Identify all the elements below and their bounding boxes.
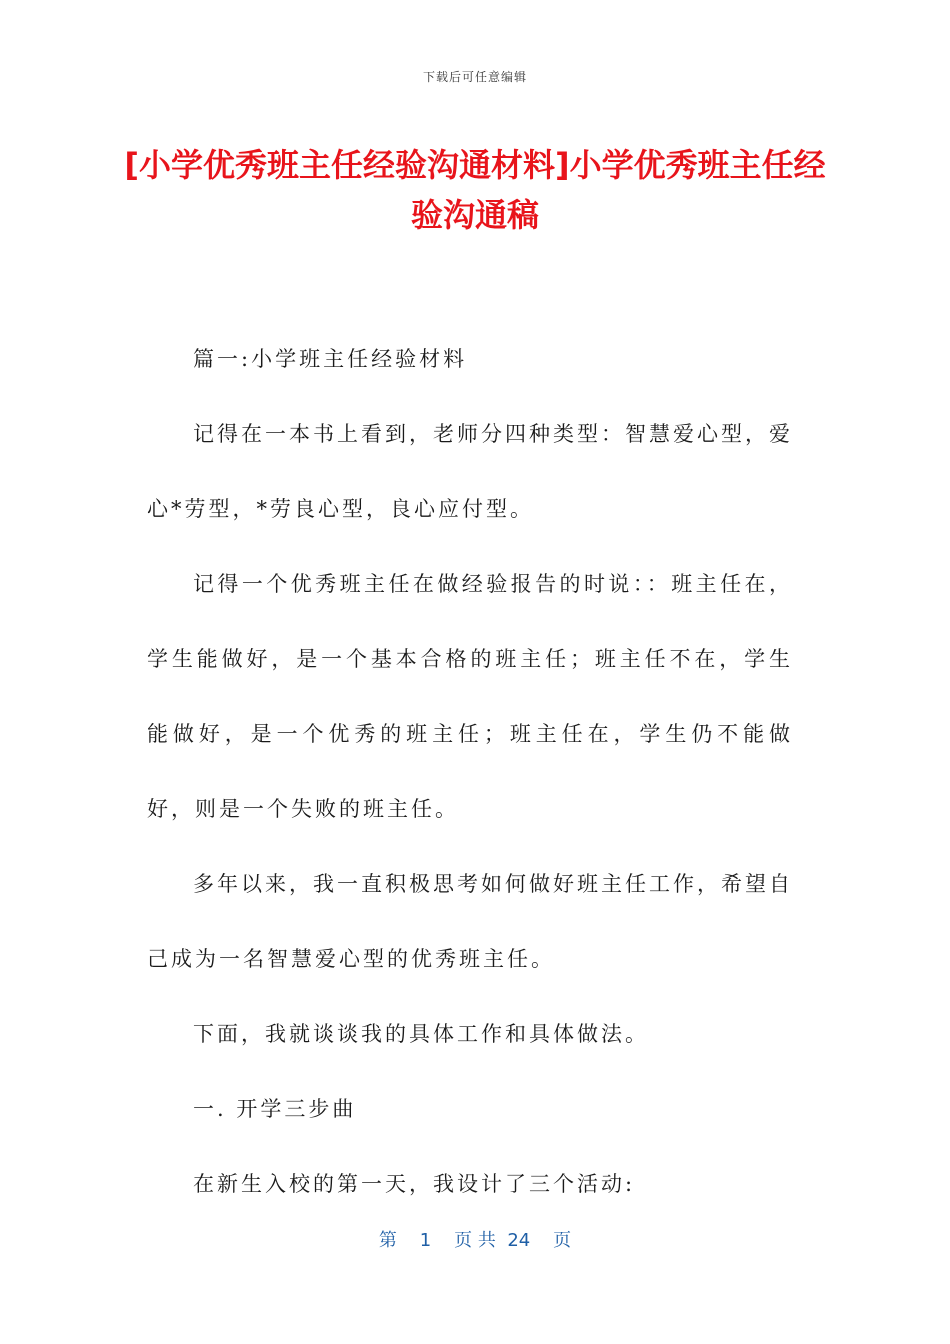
section-heading: 一. 开学三步曲 [193,1097,357,1121]
paragraph: 篇一:小学班主任经验材料 [193,347,468,371]
page-footer [0,1226,950,1252]
paragraph: 在新生入校的第一天，我设计了三个活动: [193,1172,636,1196]
page-label-suffix: 页 [553,1230,572,1251]
paragraph: 下面，我就谈谈我的具体工作和具体做法。 [193,1022,649,1046]
paragraph: 记得在一本书上看到，老师分四种类型：智慧爱心型，爱心*劳型，*劳良心型，良心应付型。 [147,422,793,521]
header-note: 下载后可任意编辑 [422,70,527,84]
document-title: [小学优秀班主任经验沟通材料]小学优秀班主任经验沟通稿 [124,146,826,234]
page-label-prefix: 第 [378,1230,397,1251]
paragraph: 多年以来，我一直积极思考如何做好班主任工作，希望自己成为一名智慧爱心型的优秀班主任。 [147,872,793,971]
document-body [147,322,793,1222]
paragraph: 记得一个优秀班主任在做经验报告的时说：：班主任在，学生能做好，是一个基本合格的班主任；班主任不在，学生能做好，是一个优秀的班主任；班主任在，学生仍不能做好，则是一个失败的班主任。 [147,572,793,821]
page-label-middle: 页 共 [454,1230,496,1251]
current-page-number: 1 [419,1230,432,1251]
total-pages-number: 24 [507,1230,531,1251]
